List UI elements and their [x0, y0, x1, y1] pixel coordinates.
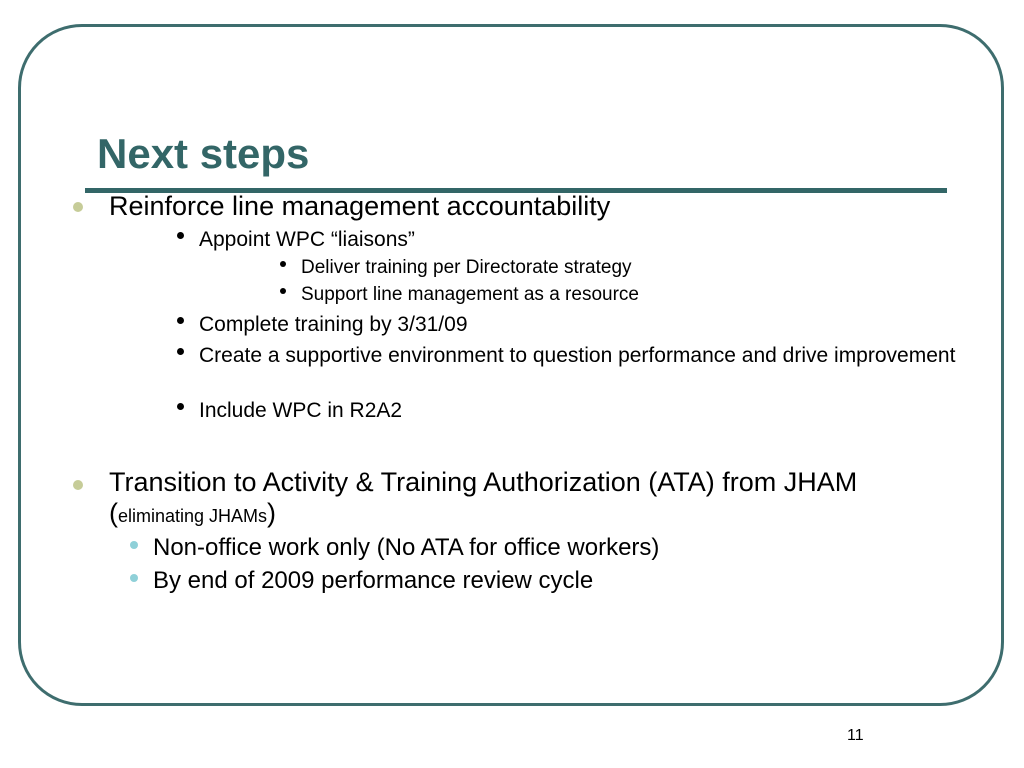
bullet-create: Create a supportive environment to question performance and drive improvement — [199, 344, 956, 367]
bullet-complete: Complete training by 3/31/09 — [199, 313, 468, 336]
level3-bullet-icon — [280, 288, 286, 294]
transition-line1: Transition to Activity & Training Authorization (ATA) from JHAM — [109, 467, 858, 497]
bullet-deliver: Deliver training per Directorate strategy — [301, 257, 632, 278]
level2-bullet-icon — [177, 317, 184, 324]
level2-bullet-icon — [177, 403, 184, 410]
bullet-transition — [109, 467, 857, 497]
bullet-support: Support line management as a resource — [301, 284, 639, 305]
level2-bullet-icon — [177, 232, 184, 239]
cyan-bullet-icon — [130, 574, 138, 582]
cyan-bullet-icon — [130, 541, 138, 549]
bullet-reinforce: Reinforce line management accountability — [109, 191, 611, 221]
level2-bullet-icon — [177, 348, 184, 355]
bullet-nonoffice: Non-office work only (No ATA for office workers) — [153, 534, 660, 561]
slide-title: Next steps — [97, 130, 310, 177]
level3-bullet-icon — [280, 261, 286, 267]
transition-line2 — [109, 498, 276, 531]
bullet-appoint: Appoint WPC “liaisons” — [199, 228, 415, 251]
paren-close: ) — [267, 498, 277, 528]
page-number: 11 — [847, 727, 864, 744]
transition-small-text: eliminating JHAMs — [118, 506, 268, 526]
level1-bullet-icon — [73, 480, 83, 490]
level1-bullet-icon — [73, 202, 83, 212]
paren-open: ( — [109, 498, 118, 528]
bullet-include: Include WPC in R2A2 — [199, 399, 403, 422]
bullet-byend: By end of 2009 performance review cycle — [153, 567, 594, 594]
